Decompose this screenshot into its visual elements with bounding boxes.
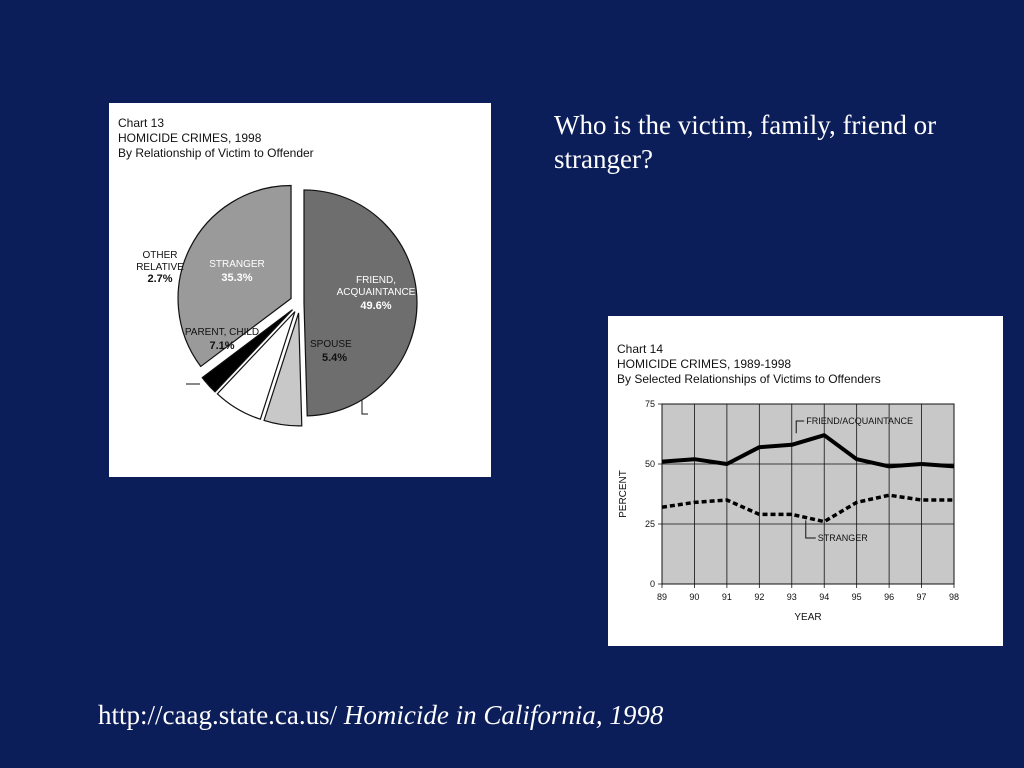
- x-tick-label: 96: [884, 592, 895, 602]
- line-chart-label: Chart 14: [617, 342, 664, 356]
- pie-slice-label: OTHER: [142, 250, 178, 261]
- line-chart-panel: [608, 316, 1003, 646]
- x-tick-label: 94: [819, 592, 830, 602]
- pie-slice-value: 49.6%: [360, 300, 392, 312]
- x-tick-label: 90: [689, 592, 700, 602]
- x-axis-label: YEAR: [794, 612, 822, 623]
- x-tick-label: 95: [851, 592, 862, 602]
- plot-area: [662, 404, 954, 584]
- line-chart: [608, 316, 1003, 646]
- pie-slice-value: 35.3%: [221, 272, 253, 284]
- x-tick-label: 98: [948, 592, 960, 602]
- question-text: Who is the victim, family, friend or stranger?: [554, 110, 937, 174]
- x-tick-label: 93: [786, 592, 797, 602]
- y-tick-label: 50: [644, 459, 655, 469]
- stranger-label: STRANGER: [817, 533, 868, 543]
- pie-slice-label: FRIEND,: [356, 275, 396, 286]
- pie-slice-label: STRANGER: [209, 259, 265, 270]
- pie-chart-label: Chart 13: [118, 116, 165, 130]
- y-tick-label: 25: [644, 519, 655, 529]
- x-tick-label: 89: [656, 592, 668, 602]
- pie-chart-panel: [109, 103, 491, 477]
- line-chart-subtitle: By Selected Relationships of Victims to Offenders: [617, 372, 881, 386]
- y-tick-label: 0: [649, 579, 655, 589]
- spouse-leader-line: [362, 400, 368, 414]
- pie-slice-label: PARENT, CHILD: [184, 327, 260, 338]
- source-url[interactable]: http://caag.state.ca.us/: [98, 700, 338, 730]
- pie-slice-label: RELATIVE: [136, 262, 184, 273]
- source-title: Homicide in California, 1998: [343, 700, 664, 730]
- pie-slice-value: 5.4%: [322, 352, 348, 364]
- pie-chart-title: HOMICIDE CRIMES, 1998: [118, 131, 262, 145]
- pie-slice-value: 7.1%: [209, 340, 235, 352]
- pie-slice-label: SPOUSE: [310, 339, 352, 350]
- y-tick-label: 75: [644, 399, 655, 409]
- friend-acquaintance-label: FRIEND/ACQUAINTANCE: [806, 416, 914, 426]
- source-citation: [98, 700, 663, 731]
- pie-chart-subtitle: By Relationship of Victim to Offender: [118, 146, 314, 160]
- pie-chart: [109, 103, 491, 477]
- line-chart-title: HOMICIDE CRIMES, 1989-1998: [617, 357, 792, 371]
- y-axis-label: PERCENT: [618, 470, 629, 518]
- x-tick-label: 91: [721, 592, 732, 602]
- pie-slice-label: ACQUAINTANCE: [336, 287, 416, 298]
- x-tick-label: 97: [916, 592, 927, 602]
- pie-slice-value: 2.7%: [147, 273, 173, 285]
- x-tick-label: 92: [754, 592, 765, 602]
